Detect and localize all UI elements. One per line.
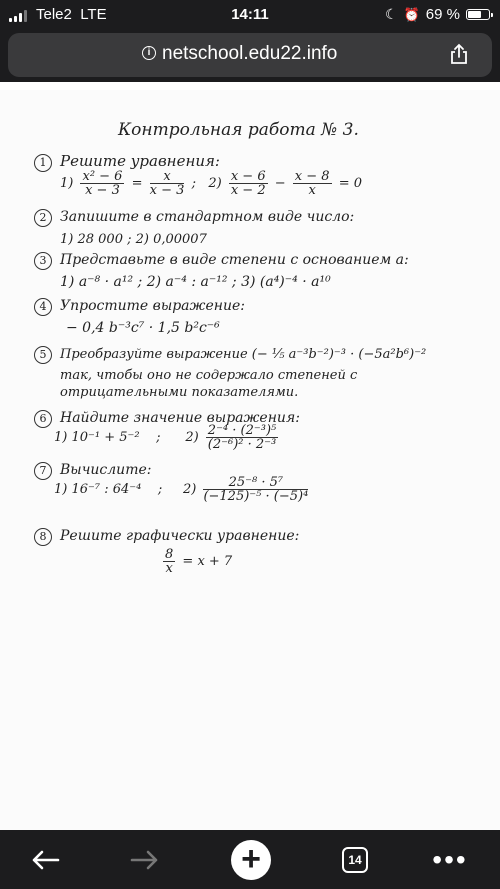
task-6-heading: 6 Найдите значение выражения: — [34, 410, 300, 428]
worksheet-title: Контрольная работа № 3. — [118, 120, 359, 140]
address-bar[interactable] — [8, 33, 492, 77]
forward-button[interactable] — [120, 830, 170, 889]
browser-toolbar — [0, 830, 500, 889]
task-7-heading: 7 Вычислите: — [34, 462, 151, 480]
back-arrow-icon — [30, 849, 60, 871]
task-3-line: 1) a⁻⁸ · a¹² ; 2) a⁻⁴ : a⁻¹² ; 3) (a⁴)⁻⁴ · a¹⁰ — [60, 274, 331, 290]
carrier-label: Tele2 LTE — [36, 6, 107, 23]
tab-count: 14 — [342, 847, 368, 873]
task-4-line: − 0,4 b⁻³c⁷ · 1,5 b²c⁻⁶ — [66, 320, 220, 336]
status-bar — [0, 0, 500, 30]
clock: 14:11 — [231, 6, 269, 23]
task-6-line: 1) 10⁻¹ + 5⁻² ; 2) $\frac{\text{2⁻⁴ · (2⁻³)⁵}}{\text{(2⁻⁶)² · 2⁻³}}$ — [54, 423, 277, 452]
task-5-line-2: отрицательными показателями. — [60, 385, 299, 400]
alarm-icon: ⏰ — [403, 6, 420, 22]
battery-percent: 69 % — [425, 6, 460, 23]
task-2-line: 1) 28 000 ; 2) 0,00007 — [60, 232, 207, 247]
task-8-heading: 8 Решите графически уравнение: — [34, 528, 299, 546]
worksheet-photo — [0, 90, 500, 830]
task-4-heading: 4 Упростите выражение: — [34, 298, 245, 316]
share-icon[interactable] — [448, 43, 470, 65]
info-icon[interactable]: i — [142, 46, 156, 60]
tabs-button[interactable] — [330, 830, 380, 889]
task-8-equation: $\frac{8}{x}$ = x + 7 — [165, 547, 233, 576]
task-2-heading: 2 Запишите в стандартном виде число: — [34, 209, 354, 227]
task-3-heading: 3 Представьте в виде степени с основанием a: — [34, 252, 409, 270]
task-7-line: 1) 16⁻⁷ : 64⁻⁴ ; 2) $\frac{\text{25⁻⁸ · 5⁷}}{\text{(−125)⁻⁵ · (−5)⁴}}$ — [54, 475, 309, 504]
forward-arrow-icon — [130, 849, 160, 871]
task-1-heading: 1 Решите уравнения: — [34, 152, 220, 172]
moon-icon: ☾ — [385, 6, 398, 22]
network-type: LTE — [80, 6, 107, 23]
task-5-line-1: так, чтобы оно не содержало степеней с — [60, 368, 358, 383]
battery-icon — [466, 9, 490, 20]
back-button[interactable] — [20, 830, 70, 889]
task-5-heading: 5 Преобразуйте выражение (− ⅕ a⁻³b⁻²)⁻³ · (−5a²b⁶)⁻² — [34, 346, 426, 364]
more-dots-icon: ••• — [432, 843, 468, 875]
url-host[interactable]: netschool.edu22.info — [162, 43, 338, 64]
more-button[interactable] — [420, 830, 480, 889]
new-tab-button[interactable] — [226, 830, 276, 889]
plus-icon: + — [231, 840, 271, 880]
task-1-equations: 1) $\frac{\text{x² − 6}}{x - 3}$ = $\frac{x}{x - 3}$ ; 2) $\frac{x - 6}{x - 2}$ − $\frac{x - 8}{x}$ = 0 — [60, 169, 362, 198]
